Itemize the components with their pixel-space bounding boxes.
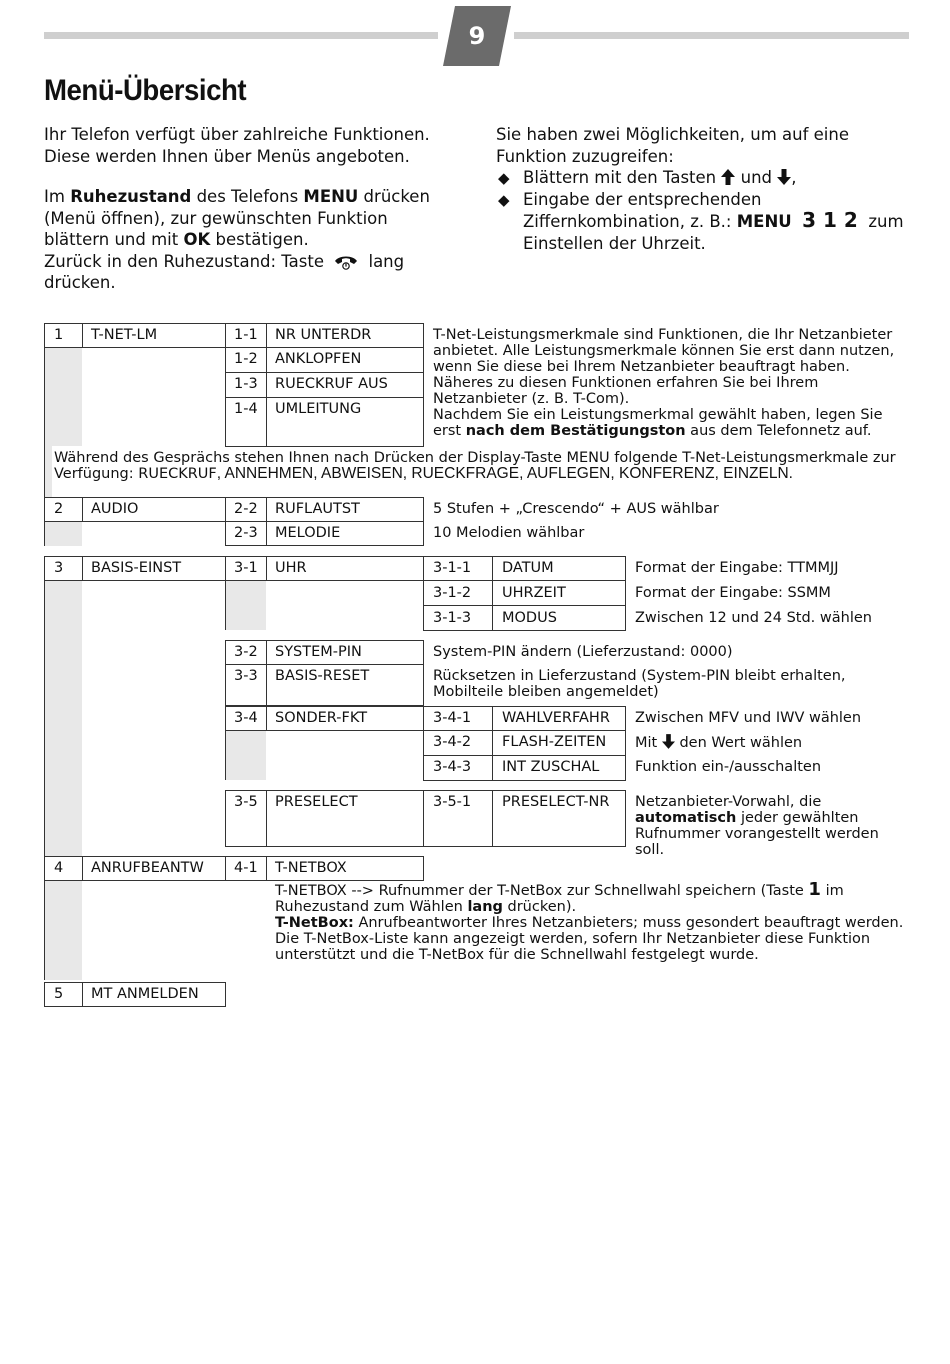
rule <box>82 497 83 522</box>
page-title: Menü-Übersicht <box>44 74 247 107</box>
rule <box>225 730 226 780</box>
text: Anrufbeantworter Ihres Netzanbieters; muss gesondert beauftragt werden. Die T-NetBox-Liste kann angezeigt werden, sofern Ihr Netzanbieter diese Funktion unterstützt und die T-NetBox für die Schnellwahl festgelegt wurde. <box>275 915 904 963</box>
menu-3-5-num: 3-5 <box>234 794 258 810</box>
menu-5-label: MT ANMELDEN <box>91 986 199 1002</box>
bullet-icon: ◆ <box>498 169 510 187</box>
fill <box>226 580 266 630</box>
menu-5-num: 5 <box>54 986 64 1002</box>
menu-3-2-label: SYSTEM-PIN <box>275 644 362 660</box>
rule <box>423 730 626 731</box>
menu-3-4-1-label: WAHLVERFAHR <box>502 710 610 726</box>
rule <box>492 790 493 847</box>
menu-3-1-2-desc: Format der Eingabe: SSMM <box>635 585 831 601</box>
text: , <box>791 168 797 187</box>
text: im Ruhezustand zum Wählen <box>275 883 844 915</box>
menu-3-4-3-label: INT ZUSCHAL <box>502 759 600 775</box>
menu-3-4-3-desc: Funktion ein-/ausschalten <box>635 759 822 775</box>
fill <box>44 880 82 980</box>
rule <box>44 880 45 980</box>
rule <box>423 755 626 756</box>
text: Eingabe der entsprechenden Ziffernkombination, z. B.: <box>523 189 762 231</box>
menu-1-label: T-NET-LM <box>91 327 158 343</box>
menu-4-num: 4 <box>54 860 64 876</box>
arrow-down-icon <box>662 734 675 749</box>
rule <box>492 706 493 781</box>
intro-paragraph-3 <box>44 251 444 294</box>
rule <box>82 323 83 348</box>
menu-3-4-num: 3-4 <box>234 710 258 726</box>
menu-3-1-1-label: DATUM <box>502 560 554 576</box>
menu-2-label: AUDIO <box>91 501 139 517</box>
menu-2-3-desc: 10 Melodien wählbar <box>433 525 585 541</box>
rule <box>266 856 267 881</box>
menu-3-1-3-label: MODUS <box>502 610 557 626</box>
fill <box>44 347 82 446</box>
rule <box>225 580 226 630</box>
menu-3-5-1-label: PRESELECT-NR <box>502 794 610 810</box>
menu-3-1-3-desc: Zwischen 12 und 24 Std. wählen <box>635 610 872 626</box>
menu-1-num: 1 <box>54 327 64 343</box>
menu-3-3-num: 3-3 <box>234 668 258 684</box>
fill <box>226 730 266 780</box>
digit-keys: 3 1 2 <box>802 208 858 232</box>
text: lang drücken. <box>44 251 405 292</box>
option-scroll <box>496 167 906 189</box>
page-number-tab <box>443 6 511 66</box>
menu-3-3-desc: Rücksetzen in Lieferzustand (System-PIN bleibt erhalten, Mobilteile bleiben angemeldet) <box>433 668 846 700</box>
menu-3-1-2-label: UHRZEIT <box>502 585 566 601</box>
keyword-ok: OK <box>183 230 211 249</box>
rule <box>266 323 267 447</box>
keyword: lang <box>467 899 503 915</box>
text: Mit <box>635 735 658 751</box>
menu-3-2-desc: System-PIN ändern (Lieferzustand: 0000) <box>433 644 733 660</box>
access-options <box>496 167 906 254</box>
menu-4-label: ANRUFBEANTW <box>91 860 204 876</box>
menu-3-1-1-desc: Format der Eingabe: TTMMJJ <box>635 560 839 576</box>
text: den Wert wählen <box>679 735 803 751</box>
fill <box>44 521 82 546</box>
header-rule-left <box>44 32 438 39</box>
rule <box>82 856 83 881</box>
menu-1-1-num: 1-1 <box>234 327 258 343</box>
call-features-note <box>54 450 910 482</box>
keyword: T-NetBox: <box>275 915 354 931</box>
keyword-menu: MENU <box>303 187 359 206</box>
arrow-down-icon <box>777 169 791 185</box>
text: drücken (Menü öffnen), zur gewünschten Funktion blättern und mit <box>44 187 430 249</box>
text: T-NETBOX --> Rufnummer der T-NetBox zur Schnellwahl speichern (Taste <box>275 883 804 899</box>
menu-3-5-1-desc <box>635 794 905 858</box>
text: Blättern mit den Tasten <box>523 168 717 187</box>
menu-4-1-num: 4-1 <box>234 860 258 876</box>
text: zum Einstellen der Uhrzeit. <box>523 212 904 253</box>
menu-3-4-1-desc: Zwischen MFV und IWV wählen <box>635 710 862 726</box>
menu-3-3-label: BASIS-RESET <box>275 668 370 684</box>
fill <box>44 446 52 497</box>
rule <box>44 580 45 856</box>
rule <box>492 556 493 631</box>
menu-3-4-label: SONDER-FKT <box>275 710 368 726</box>
rule <box>266 790 267 847</box>
menu-3-5-label: PRESELECT <box>275 794 358 810</box>
page-number: 9 <box>468 22 486 50</box>
text: aus dem Telefonnetz auf. <box>685 423 872 439</box>
text: jeder gewählten Rufnummer vorangestellt werden soll. <box>635 810 879 858</box>
menu-1-3-num: 1-3 <box>234 376 258 392</box>
text: Netzanbieter-Vorwahl, die <box>635 794 822 810</box>
menu-3-1-1-num: 3-1-1 <box>433 560 472 576</box>
rule <box>225 521 424 522</box>
header-rule-right <box>514 32 909 39</box>
text: Im <box>44 187 71 206</box>
menu-4-1-label: T-NETBOX <box>275 860 347 876</box>
menu-3-1-3-num: 3-1-3 <box>433 610 472 626</box>
keyword: automatisch <box>635 810 737 826</box>
menu-1-1-label: NR UNTERDR <box>275 327 372 343</box>
rule <box>423 580 626 581</box>
menu-3-2-num: 3-2 <box>234 644 258 660</box>
rule <box>266 706 267 731</box>
rule <box>82 556 83 581</box>
keyword-menu: MENU <box>736 212 792 231</box>
menu-3-1-label: UHR <box>275 560 307 576</box>
fill <box>44 580 82 856</box>
bullet-icon: ◆ <box>498 190 510 209</box>
rule <box>82 982 83 1007</box>
keyword: nach dem Bestätigungston <box>465 423 686 439</box>
text: und <box>740 168 773 187</box>
text: T-Net-Leistungsmerkmale sind Funktionen, die Ihr Netzanbieter anbietet. Alle Leistungsmerkmale können Sie erst dann nutzen, wenn Sie diese bei Ihrem Netzanbieter beauftragt haben. Näheres zu diesen Funktionen erfahren Sie bei Ihrem Netzanbieter (z. B. T-Com). <box>433 327 895 407</box>
text: Zurück in den Ruhezustand: Taste <box>44 251 324 271</box>
intro-paragraph-2 <box>44 186 444 251</box>
menu-3-1-num: 3-1 <box>234 560 258 576</box>
menu-2-2-desc: 5 Stufen + „Crescendo“ + AUS wählbar <box>433 501 719 517</box>
rule <box>44 347 45 497</box>
menu-3-5-1-num: 3-5-1 <box>433 794 472 810</box>
keyword-ruhezustand: Ruhezustand <box>70 187 192 206</box>
text: bestätigen. <box>210 230 309 249</box>
menu-3-4-1-num: 3-4-1 <box>433 710 472 726</box>
menu-2-2-num: 2-2 <box>234 501 258 517</box>
menu-2-3-label: MELODIE <box>275 525 341 541</box>
menu-3-label: BASIS-EINST <box>91 560 182 576</box>
menu-1-2-label: ANKLOPFEN <box>275 351 362 367</box>
menu-1-2-num: 1-2 <box>234 351 258 367</box>
menu-2-2-label: RUFLAUTST <box>275 501 360 517</box>
rule <box>225 397 424 398</box>
rule <box>225 664 424 665</box>
arrow-up-icon <box>721 169 735 185</box>
end-call-key-icon <box>333 254 359 270</box>
intro-paragraph-1: Ihr Telefon verfügt über zahlreiche Funktionen. Diese werden Ihnen über Menüs angeboten. <box>44 125 430 166</box>
rule <box>225 347 424 348</box>
menu-3-4-2-label: FLASH-ZEITEN <box>502 734 607 750</box>
text: des Telefons <box>191 187 304 206</box>
menu-2-3-num: 2-3 <box>234 525 258 541</box>
menu-1-3-label: RUECKRUF AUS <box>275 376 388 392</box>
rule <box>225 372 424 373</box>
menu-4-note <box>275 879 909 963</box>
text: Nachdem Sie ein Leistungsmerkmal gewählt haben, legen Sie erst <box>433 407 883 439</box>
menu-3-4-3-num: 3-4-3 <box>433 759 472 775</box>
digit-key: 1 <box>808 879 821 900</box>
menu-3-num: 3 <box>54 560 64 576</box>
menu-1-note <box>433 327 909 439</box>
rule <box>266 640 267 706</box>
rule <box>44 521 45 546</box>
rule <box>266 556 267 581</box>
text: , ANNEHMEN, ABWEISEN, RUECKFRAGE, AUFLEGEN, KONFERENZ, EINZELN. <box>216 465 793 482</box>
menu-2-num: 2 <box>54 501 64 517</box>
menu-1-4-num: 1-4 <box>234 401 258 417</box>
text: Während des Gesprächs stehen Ihnen nach Drücken der Display-Taste MENU folgende T-Net-Leistungsmerkmale zur Verfügung: RUECKRUF <box>54 450 896 482</box>
intro-left <box>44 124 444 294</box>
intro-right-lead: Sie haben zwei Möglichkeiten, um auf eine Funktion zuzugreifen: <box>496 125 850 166</box>
intro-right <box>496 124 906 254</box>
menu-1-4-label: UMLEITUNG <box>275 401 362 417</box>
option-digits <box>496 189 906 255</box>
menu-3-4-2-desc <box>635 734 802 751</box>
rule <box>423 605 626 606</box>
menu-3-4-2-num: 3-4-2 <box>433 734 472 750</box>
menu-3-1-2-num: 3-1-2 <box>433 585 472 601</box>
text: drücken). <box>502 899 577 915</box>
